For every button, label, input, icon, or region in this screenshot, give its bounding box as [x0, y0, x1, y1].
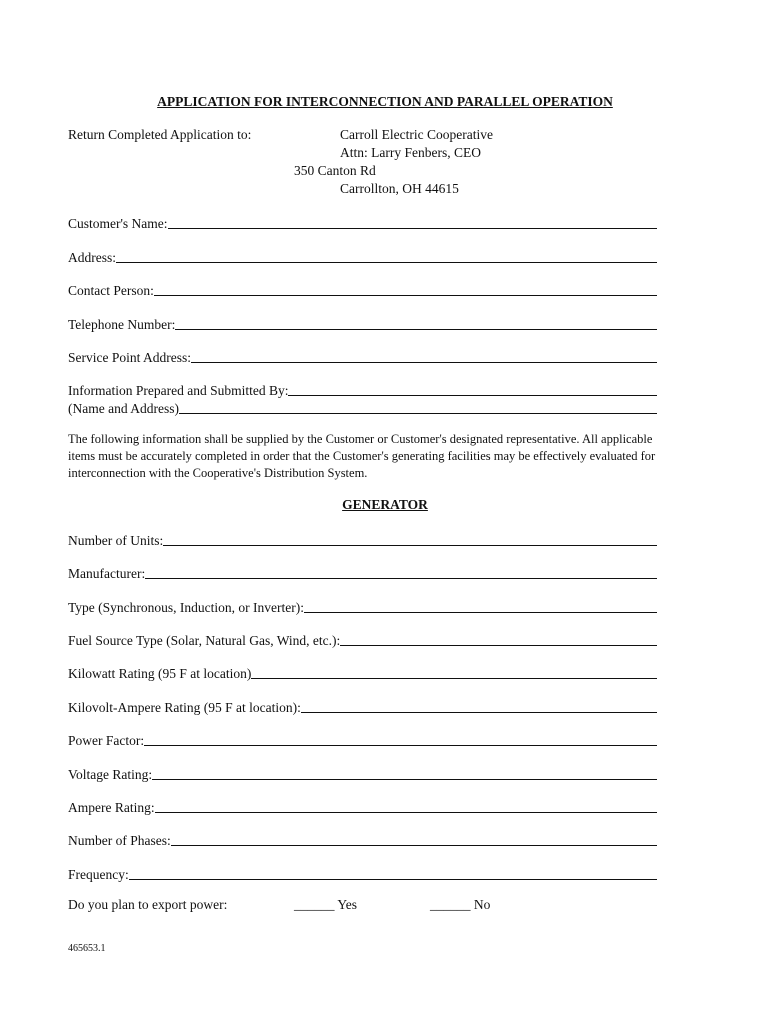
- service-point-field[interactable]: [68, 346, 657, 366]
- phases-field[interactable]: [68, 829, 657, 849]
- fill-line[interactable]: [251, 678, 657, 679]
- telephone-field[interactable]: [68, 313, 657, 333]
- document-id: 465653.1: [68, 943, 106, 954]
- address-line-3: 350 Canton Rd: [294, 163, 376, 178]
- fill-line[interactable]: [154, 295, 657, 296]
- fill-line[interactable]: [144, 745, 657, 746]
- name-address-field[interactable]: [68, 397, 657, 417]
- fill-line[interactable]: [155, 812, 657, 813]
- kilowatt-rating-field[interactable]: [68, 662, 657, 682]
- field-label: Kilovolt-Ampere Rating (95 F at location):: [68, 700, 301, 715]
- document-title: APPLICATION FOR INTERCONNECTION AND PARALLEL OPERATION: [157, 94, 613, 109]
- field-label: Customer's Name:: [68, 216, 168, 231]
- fill-line[interactable]: [288, 395, 657, 396]
- fill-line[interactable]: [304, 612, 657, 613]
- field-label: Service Point Address:: [68, 350, 191, 365]
- fill-line[interactable]: [116, 262, 657, 263]
- fill-line[interactable]: [145, 578, 657, 579]
- customer-name-field[interactable]: [68, 212, 657, 232]
- power-factor-field[interactable]: [68, 729, 657, 749]
- units-field[interactable]: [68, 529, 657, 549]
- field-label: Manufacturer:: [68, 566, 146, 581]
- field-label: Number of Phases:: [68, 833, 171, 848]
- export-question: Do you plan to export power:: [68, 897, 228, 912]
- frequency-field[interactable]: [68, 863, 657, 883]
- address-field[interactable]: [68, 246, 657, 266]
- field-label: Telephone Number:: [68, 317, 176, 332]
- fill-line[interactable]: [171, 845, 657, 846]
- fill-line[interactable]: [152, 779, 657, 780]
- contact-person-field[interactable]: [68, 279, 657, 299]
- fill-line[interactable]: [168, 228, 657, 229]
- ampere-rating-field[interactable]: [68, 796, 657, 816]
- field-label: Fuel Source Type (Solar, Natural Gas, Wind, etc.):: [68, 633, 341, 648]
- fill-line[interactable]: [129, 879, 657, 880]
- fill-line[interactable]: [179, 413, 657, 414]
- instructions-paragraph: The following information shall be supplied by the Customer or Customer's designated representative. All applicable items must be accurately completed in order that the Customer's generating facilities may be effectively evaluated for interconnection with the Cooperative's Distribution System.: [68, 432, 656, 480]
- field-label: Power Factor:: [68, 733, 145, 748]
- fill-line[interactable]: [340, 645, 657, 646]
- address-line-2: Attn: Larry Fenbers, CEO: [340, 145, 481, 160]
- field-label: Kilowatt Rating (95 F at location): [68, 666, 252, 681]
- fill-line[interactable]: [163, 545, 657, 546]
- voltage-rating-field[interactable]: [68, 763, 657, 783]
- address-line-1: Carroll Electric Cooperative: [340, 127, 493, 142]
- field-label: Information Prepared and Submitted By:: [68, 383, 289, 398]
- export-no-option[interactable]: ______ No: [430, 897, 491, 912]
- fill-line[interactable]: [301, 712, 657, 713]
- kva-rating-field[interactable]: [68, 696, 657, 716]
- manufacturer-field[interactable]: [68, 562, 657, 582]
- export-yes-option[interactable]: ______ Yes: [294, 897, 358, 912]
- generator-section-title: GENERATOR: [342, 497, 428, 512]
- field-label: Ampere Rating:: [68, 800, 155, 815]
- fuel-source-field[interactable]: [68, 629, 657, 649]
- field-label: Number of Units:: [68, 533, 164, 548]
- return-label: Return Completed Application to:: [68, 127, 252, 142]
- address-line-4: Carrollton, OH 44615: [340, 181, 459, 196]
- prepared-by-field[interactable]: [68, 379, 657, 399]
- field-label: Frequency:: [68, 867, 129, 882]
- type-field[interactable]: [68, 596, 657, 616]
- fill-line[interactable]: [175, 329, 657, 330]
- field-label: Contact Person:: [68, 283, 154, 298]
- fill-line[interactable]: [191, 362, 657, 363]
- field-label: Voltage Rating:: [68, 767, 153, 782]
- field-label: Address:: [68, 250, 116, 265]
- field-label: (Name and Address): [68, 401, 179, 416]
- field-label: Type (Synchronous, Induction, or Inverter):: [68, 600, 304, 615]
